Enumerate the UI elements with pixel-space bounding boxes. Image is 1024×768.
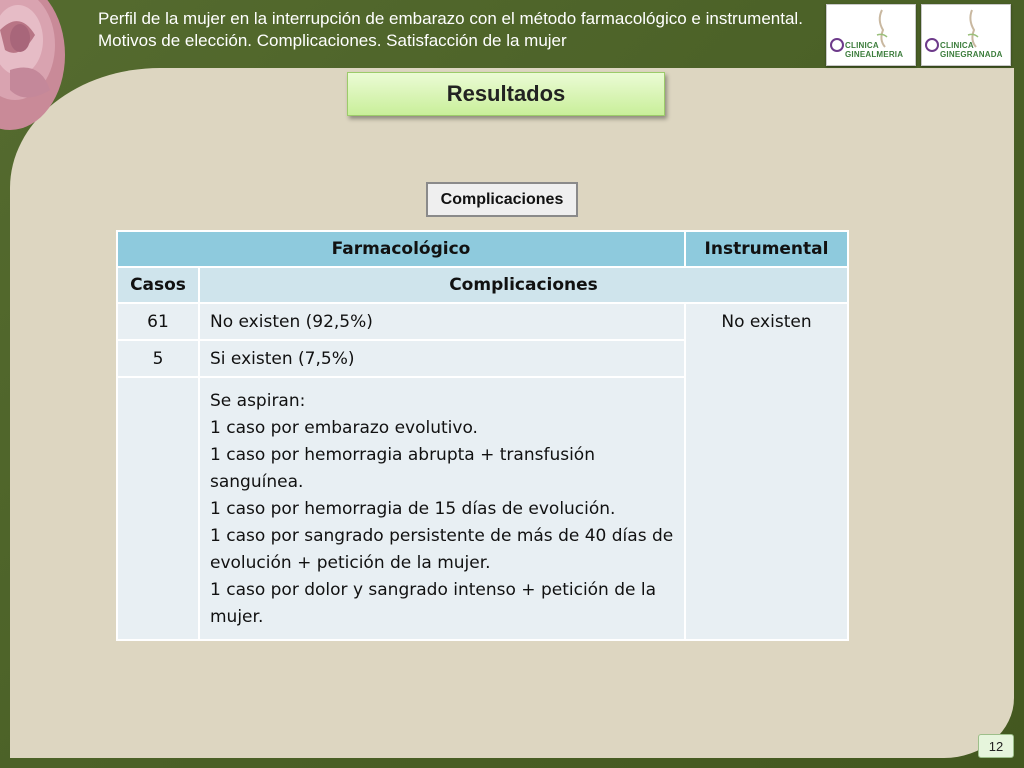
logo-text: CLINICA GINEGRANADA — [940, 41, 1003, 59]
cell-casos: 61 — [117, 303, 199, 340]
clinic-logo-ginealmeria — [826, 4, 916, 66]
clinic-logo-ginegranada — [921, 4, 1011, 66]
page-number: 12 — [978, 734, 1014, 758]
header-instrumental: Instrumental — [685, 231, 848, 267]
subheader-complicaciones: Complicaciones — [199, 267, 848, 303]
complications-table — [116, 230, 849, 641]
header-farmacologico: Farmacológico — [117, 231, 685, 267]
presentation-title: Perfil de la mujer en la interrupción de embarazo con el método farmacológico e instrumental. Motivos de elección. Complicaciones. Satisfacción de la mujer — [98, 9, 803, 50]
cell-empty — [117, 377, 199, 640]
table-row — [117, 303, 848, 340]
detail-line: 1 caso por hemorragia abrupta + transfusión sanguínea. — [210, 445, 595, 492]
subheader-casos: Casos — [117, 267, 199, 303]
cell-descripcion: No existen (92,5%) — [199, 303, 685, 340]
detail-line: 1 caso por hemorragia de 15 días de evolución. — [210, 499, 616, 519]
section-title: Resultados — [347, 72, 665, 116]
cell-casos: 5 — [117, 340, 199, 377]
table-header-row — [117, 231, 848, 267]
cell-descripcion: Si existen (7,5%) — [199, 340, 685, 377]
table-subheader-row — [117, 267, 848, 303]
detail-line: Se aspiran: — [210, 391, 306, 411]
detail-line: 1 caso por sangrado persistente de más de 40 días de evolución + petición de la mujer. — [210, 526, 674, 573]
cell-details — [199, 377, 685, 640]
rose-decoration-icon — [0, 0, 90, 140]
logo-text: CLINICA GINEALMERIA — [845, 41, 904, 59]
detail-line: 1 caso por dolor y sangrado intenso + petición de la mujer. — [210, 580, 657, 627]
subtitle-box: Complicaciones — [426, 182, 578, 217]
cell-instrumental: No existen — [685, 303, 848, 640]
detail-line: 1 caso por embarazo evolutivo. — [210, 418, 478, 438]
